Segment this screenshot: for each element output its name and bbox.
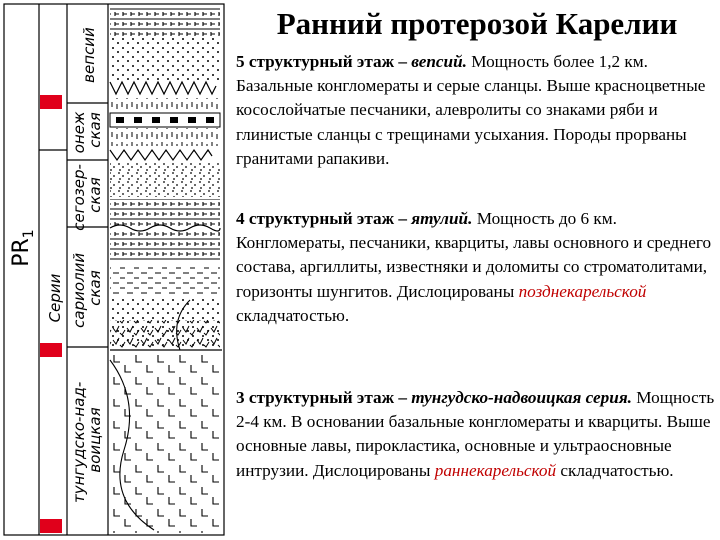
stage-5-description: 5 структурный этаж – вепсий. Мощность более 1,2 км. Базальные конгломераты и серые сланцы. Выше красноцветные косослойчатые песчаники, алевролиты со знаками ряби и глинистые сланцы с трещинами усыхания. Породы прорваны гранитами рапакиви. bbox=[236, 52, 706, 168]
stage-5-heading: 5 структурный этаж – вепсий. bbox=[236, 52, 467, 71]
unit-label-sariolian: сариолий ская bbox=[70, 252, 104, 328]
unit-label-vepsian: вепсий bbox=[80, 27, 98, 83]
unit-label-tungudsko: тунгудско-над- воицкая bbox=[70, 381, 104, 504]
late-karelian-folding: позднекарельской bbox=[518, 281, 647, 301]
stratigraphic-column bbox=[0, 0, 232, 540]
early-karelian-folding: раннекарельской bbox=[434, 460, 557, 480]
pr-label: $PR_1$ bbox=[9, 229, 37, 267]
unit-label-segozero: сегозер- ская bbox=[70, 164, 104, 231]
page-title: Ранний протерозой Карелии bbox=[276, 6, 678, 41]
boundary-marker-1 bbox=[40, 95, 62, 109]
unit-label-onega: онеж ская bbox=[70, 111, 104, 154]
stage-4-description: 4 структурный этаж – ятулий. Мощность до 6 км. Конгломераты, песчаники, кварциты, лавы основного и среднего состава, аргиллиты, известняки и доломиты со строматолитами, горизонты шунгитов. Дислоцированы позднекарельской складчатостью. bbox=[236, 209, 712, 325]
lithology-column bbox=[110, 6, 222, 533]
stage-4-heading: 4 структурный этаж – ятулий. bbox=[236, 209, 473, 228]
boundary-marker-3 bbox=[40, 519, 62, 533]
boundary-marker-2 bbox=[40, 343, 62, 357]
series-label: Серии bbox=[46, 273, 64, 323]
stage-3-description: 3 структурный этаж – тунгудско-надвоицкая серия. Мощность 2-4 км. В основании базальные конгломераты и кварциты. Выше основные лавы, пирокластика, основные и ультраосновные интрузии. Дислоцированы раннекарельской складчатостью. bbox=[236, 388, 715, 480]
stage-3-heading: 3 структурный этаж – тунгудско-надвоицкая серия. bbox=[236, 388, 632, 407]
